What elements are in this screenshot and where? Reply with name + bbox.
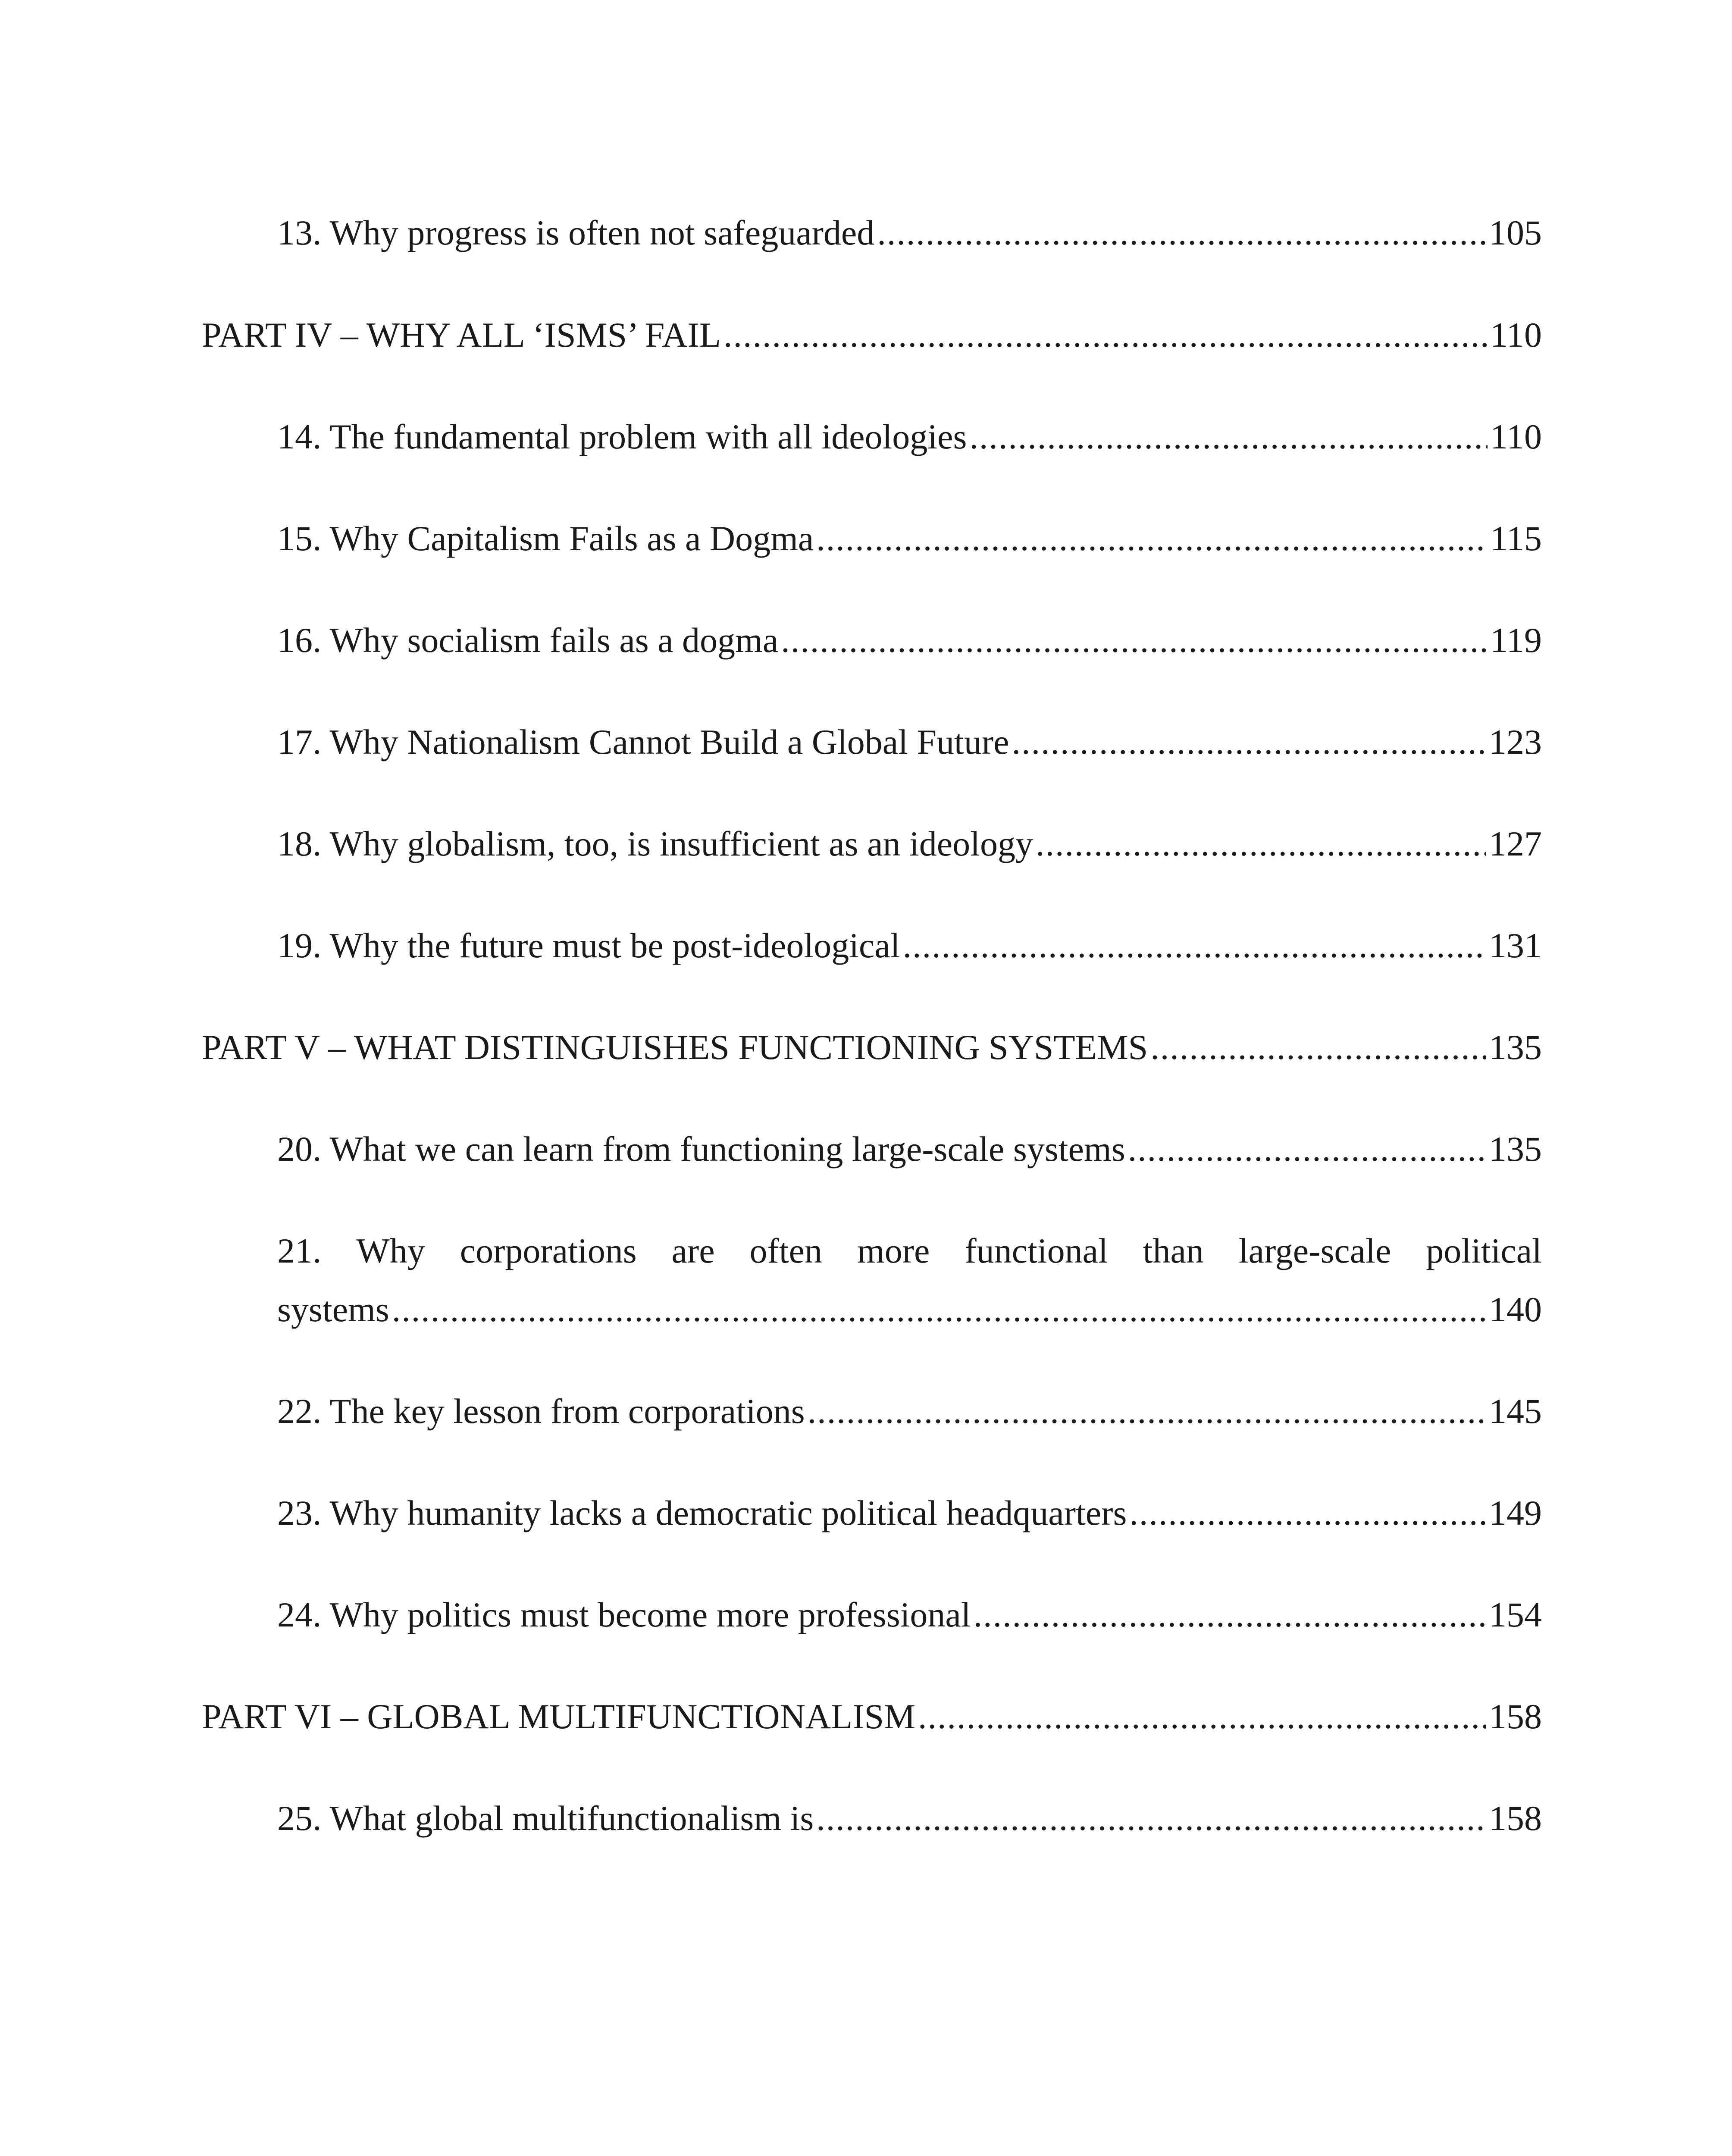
toc-page-number: 145 — [1489, 1391, 1542, 1431]
title-word: Why — [356, 1231, 425, 1270]
toc-entry-chapter-16[interactable] — [277, 619, 1542, 662]
toc-page-number: 135 — [1489, 1129, 1542, 1169]
title-word: functional — [965, 1231, 1108, 1270]
toc-page-number: 135 — [1489, 1028, 1542, 1067]
toc-entry-chapter-20[interactable] — [277, 1128, 1542, 1171]
toc-entry-title: 16. Why socialism fails as a dogma — [277, 620, 779, 660]
dot-leader — [918, 1695, 1486, 1738]
toc-page-number: 123 — [1489, 722, 1542, 761]
toc-entry-chapter-22[interactable] — [277, 1390, 1542, 1433]
dot-leader — [1150, 1026, 1486, 1069]
toc-entry-chapter-15[interactable] — [277, 517, 1542, 560]
toc-page-number: 115 — [1490, 519, 1542, 558]
dot-leader — [1128, 1128, 1486, 1171]
toc-entry-chapter-24[interactable] — [277, 1593, 1542, 1636]
toc-entry-part-vi[interactable] — [202, 1695, 1542, 1738]
toc-entry-title: 20. What we can learn from functioning large-scale systems — [277, 1129, 1125, 1169]
toc-entry-title: PART IV – WHY ALL ‘ISMS’ FAIL — [202, 315, 721, 354]
toc-entry-title: 15. Why Capitalism Fails as a Dogma — [277, 519, 814, 558]
toc-page-number: 158 — [1489, 1697, 1542, 1736]
toc-entry-chapter-14[interactable] — [277, 415, 1542, 458]
dot-leader — [903, 924, 1486, 967]
toc-page-number: 105 — [1489, 213, 1542, 252]
title-word: corporations — [460, 1231, 637, 1270]
toc-page-number: 140 — [1489, 1290, 1542, 1329]
toc-page-number: 110 — [1490, 315, 1542, 354]
toc-entry-title: 25. What global multifunctionalism is — [277, 1799, 814, 1838]
dot-leader — [808, 1390, 1486, 1433]
title-word: 21. — [277, 1231, 322, 1270]
dot-leader — [1036, 822, 1486, 865]
title-word: are — [671, 1231, 715, 1270]
dot-leader — [816, 1797, 1486, 1840]
toc-entry-chapter-21[interactable] — [277, 1229, 1542, 1331]
toc-page-number: 158 — [1489, 1799, 1542, 1838]
title-word: political — [1426, 1231, 1542, 1270]
toc-entry-chapter-23[interactable] — [277, 1492, 1542, 1535]
toc-entry-chapter-13[interactable] — [277, 211, 1542, 254]
toc-page-number: 131 — [1489, 926, 1542, 965]
toc-entry-part-iv[interactable] — [202, 313, 1542, 357]
toc-entry-title: 13. Why progress is often not safeguarded — [277, 213, 875, 252]
toc-entry-title: 18. Why globalism, too, is insufficient as an ideology — [277, 824, 1033, 863]
toc-entry-title: 17. Why Nationalism Cannot Build a Global Future — [277, 722, 1009, 761]
dot-leader — [816, 517, 1488, 560]
toc-entry-title: 19. Why the future must be post-ideological — [277, 926, 900, 965]
title-word: more — [857, 1231, 930, 1270]
toc-page-number: 154 — [1489, 1595, 1542, 1634]
toc-entry-chapter-17[interactable] — [277, 721, 1542, 764]
toc-page-number: 110 — [1490, 417, 1542, 456]
title-word: than — [1143, 1231, 1204, 1270]
toc-entry-title: 14. The fundamental problem with all ideologies — [277, 417, 967, 456]
toc-page-number: 127 — [1489, 824, 1542, 863]
dot-leader — [781, 619, 1488, 662]
toc-entry-part-v[interactable] — [202, 1026, 1542, 1069]
toc-entry-title: 24. Why politics must become more professional — [277, 1595, 971, 1634]
dot-leader — [877, 211, 1486, 254]
toc-page-number: 119 — [1490, 620, 1542, 660]
toc-entry-title: PART V – WHAT DISTINGUISHES FUNCTIONING SYSTEMS — [202, 1028, 1148, 1067]
toc-entry-title: 23. Why humanity lacks a democratic political headquarters — [277, 1493, 1127, 1532]
title-word: large-scale — [1238, 1231, 1391, 1270]
title-word: often — [749, 1231, 823, 1270]
toc-entry-title-line-1 — [277, 1229, 1542, 1272]
dot-leader — [723, 313, 1488, 357]
toc-page-number: 149 — [1489, 1493, 1542, 1532]
dot-leader — [1129, 1492, 1486, 1535]
toc-entry-title: PART VI – GLOBAL MULTIFUNCTIONALISM — [202, 1697, 915, 1736]
toc-entry-chapter-19[interactable] — [277, 924, 1542, 967]
dot-leader — [392, 1288, 1486, 1331]
toc-entry-chapter-18[interactable] — [277, 822, 1542, 865]
dot-leader — [974, 1593, 1486, 1636]
toc-entry-chapter-25[interactable] — [277, 1797, 1542, 1840]
toc-entry-title: 22. The key lesson from corporations — [277, 1391, 805, 1431]
dot-leader — [969, 415, 1488, 458]
toc-entry-title-continuation: systems — [277, 1290, 389, 1329]
dot-leader — [1012, 721, 1486, 764]
